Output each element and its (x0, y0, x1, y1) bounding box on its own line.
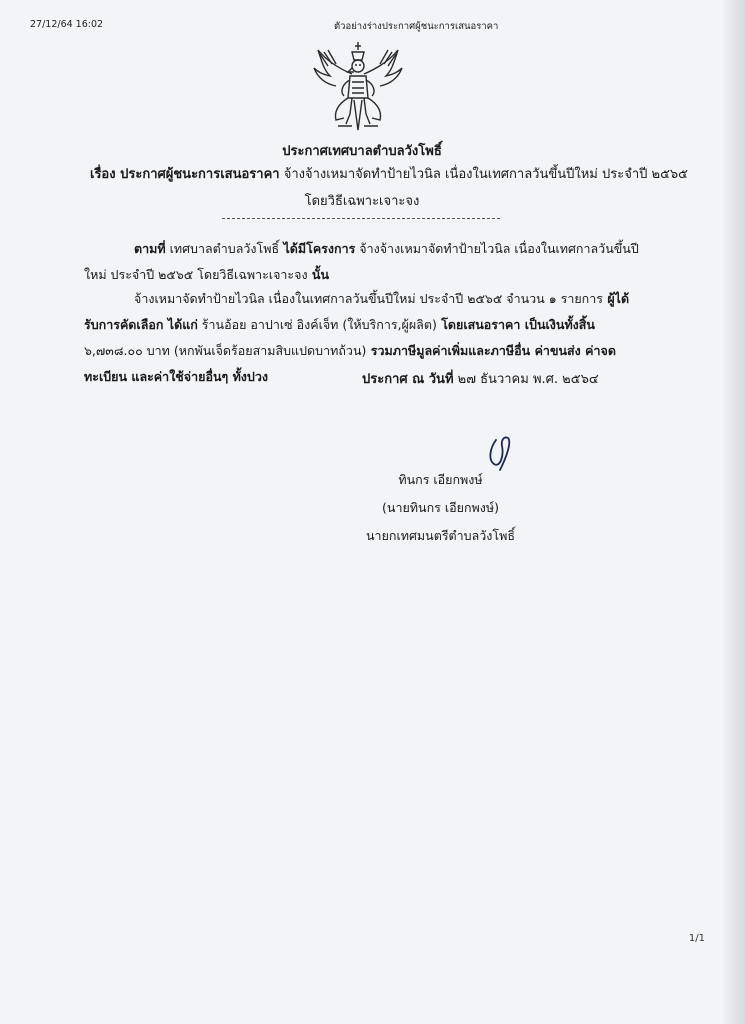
p1-project: จ้างจ้างเหมาจัดทำป้ายไวนิล เนื่องในเทศกาลวันขึ้นปีใหม่ ประจำปี ๒๕๖๕ โดยวิธีเฉพาะเจาะจง (84, 241, 639, 282)
signer-position: นายกเทศมนตรีตำบลวังโพธิ์ (366, 528, 515, 543)
separator-line (222, 218, 500, 219)
procurement-method: โดยวิธีเฉพาะเจาะจง (304, 194, 420, 209)
signer-name: ทินกร เอียกพงษ์ (398, 472, 483, 487)
subject-text: จ้างจ้างเหมาจัดทำป้ายไวนิล เนื่องในเทศกาลวันขึ้นปีใหม่ ประจำปี ๒๕๖๕ (283, 167, 689, 182)
print-timestamp: 27/12/64 16:02 (30, 19, 104, 30)
document-title: ประกาศเทศบาลตำบลวังโพธิ์ (282, 144, 442, 159)
subject-line (90, 163, 688, 184)
announce-label: ประกาศ ณ วันที่ (362, 372, 454, 387)
document-caption: ตัวอย่างร่างประกาศผู้ชนะการเสนอราคา (334, 21, 499, 32)
page-number: 1/1 (688, 933, 705, 944)
garuda-emblem-icon (308, 38, 408, 138)
p2-tax-note: รวมภาษีมูลค่าเพิ่มและภาษีอื่น ค่าขนส่ง ค่าจดทะเบียน และค่าใช้จ่ายอื่นๆ ทั้งปวง (84, 343, 616, 384)
announcement-date (362, 368, 599, 389)
p2-selected-label: ผู้ได้รับการคัดเลือก ได้แก่ (84, 291, 630, 332)
p1-org: เทศบาลตำบลวังโพธิ์ (165, 241, 280, 256)
signer-full-name: (นายทินกร เอียกพงษ์) (382, 500, 499, 515)
subject-label: เรื่อง ประกาศผู้ชนะการเสนอราคา (90, 167, 280, 182)
p2-amount: ๖,๗๓๘.๐๐ บาท (หกพันเจ็ดร้อยสามสิบแปดบาทถ้วน) (84, 343, 367, 358)
p1-has-project: ได้มีโครงการ (279, 241, 356, 256)
p2-item: จ้างเหมาจัดทำป้ายไวนิล เนื่องในเทศกาลวันขึ้นปีใหม่ ประจำปี ๒๕๖๕ จำนวน ๑ รายการ (134, 291, 603, 306)
p1-lead: ตามที่ (134, 241, 166, 256)
handwritten-signature-icon (482, 430, 522, 474)
p2-offer-label: โดยเสนอราคา เป็นเงินทั้งสิ้น (436, 317, 595, 332)
announce-date: ๒๗ ธันวาคม พ.ศ. ๒๕๖๔ (453, 372, 599, 387)
p2-vendor: ร้านอ้อย อาปาเซ่ อิงค์เจ็ท (ให้บริการ,ผู้ผลิต) (197, 317, 437, 332)
p1-end: นั้น (307, 267, 330, 282)
paragraph-1 (84, 236, 640, 288)
